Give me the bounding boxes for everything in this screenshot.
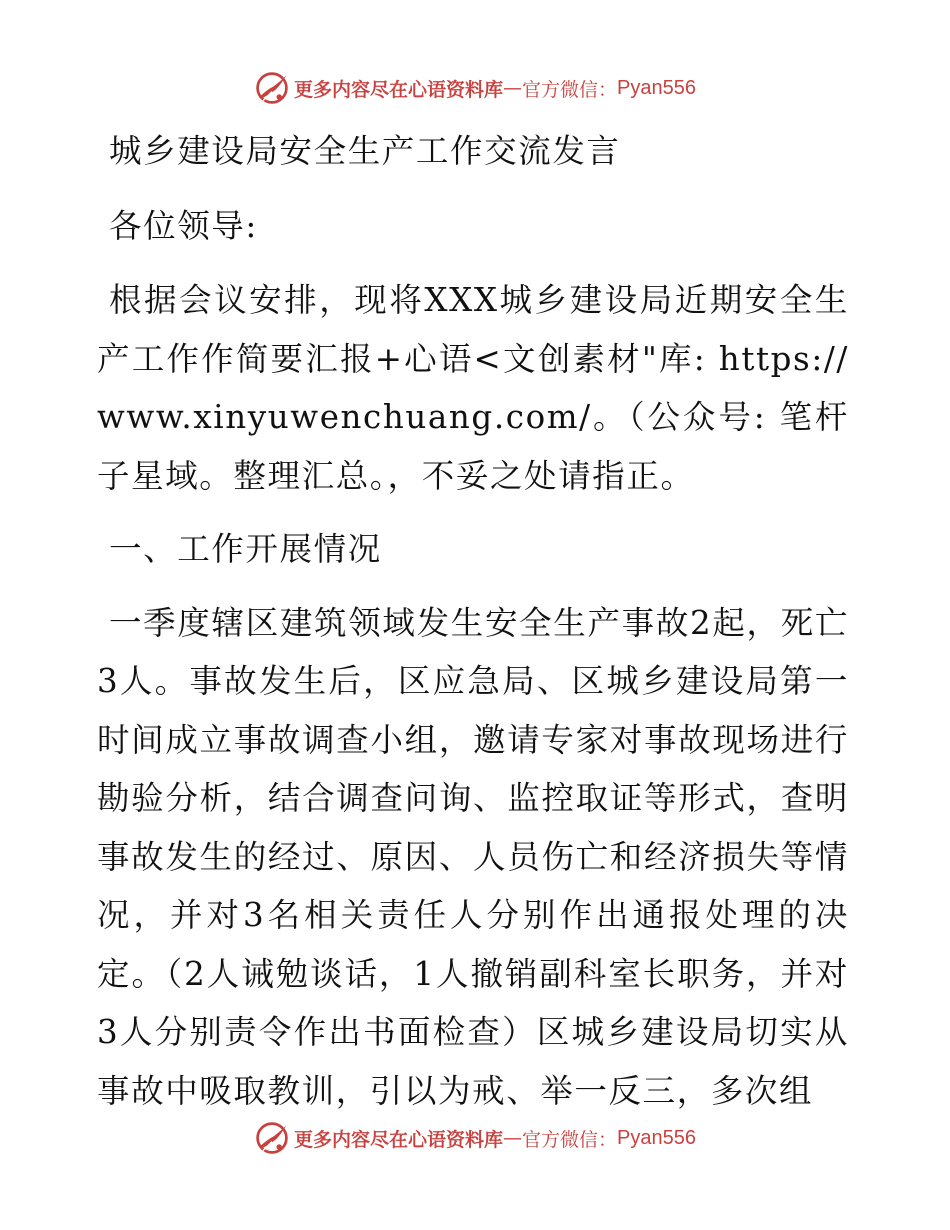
section-heading: 一、工作开展情况	[109, 530, 382, 568]
section-body-paragraph: 一季度辖区建筑领域发生安全生产事故2起，死亡3人。事故发生后，区应急局、区城乡建设局第一时间成立事故调查小组，邀请专家对事故现场进行勘验分析，结合调查问询、监控取证等形式，查明事故发生的经过、原因、人员伤亡和经济损失等情况，并对3名相关责任人分别作出通报处理的决定。（2人诫勉谈话，1人撤销副科室长职务，并对3人分别责令作出书面检查）区城乡建设局切实从事故中吸取教训，引以为戒、举一反三，多次组	[97, 603, 849, 1110]
document-body	[97, 122, 849, 1120]
quill-pen-logo-icon	[254, 1120, 290, 1156]
banner-wechat-id: Pyan556	[617, 1126, 696, 1149]
header-watermark-banner	[0, 68, 950, 108]
salutation: 各位领导:	[109, 206, 258, 245]
document-title: 城乡建设局安全生产工作交流发言	[109, 132, 621, 170]
quill-pen-logo-icon	[254, 70, 290, 106]
banner-dash: —	[503, 77, 523, 99]
banner-main-text: 更多内容尽在心语资料库	[294, 1128, 504, 1151]
banner-wechat-label: 官方微信：	[522, 1128, 618, 1151]
banner-dash: —	[503, 1127, 523, 1149]
intro-paragraph: 根据会议安排，现将XXX城乡建设局近期安全生产工作作简要汇报+心语<文创素材"库: https://www.xinyuwenchuang.com/。（公众号: 笔杆子星域。整理汇总。，不妥之处请指正。	[97, 281, 849, 495]
banner-main-text: 更多内容尽在心语资料库	[294, 78, 504, 101]
banner-wechat-id: Pyan556	[617, 76, 696, 99]
banner-wechat-label: 官方微信：	[522, 78, 618, 101]
footer-watermark-banner	[0, 1118, 950, 1158]
